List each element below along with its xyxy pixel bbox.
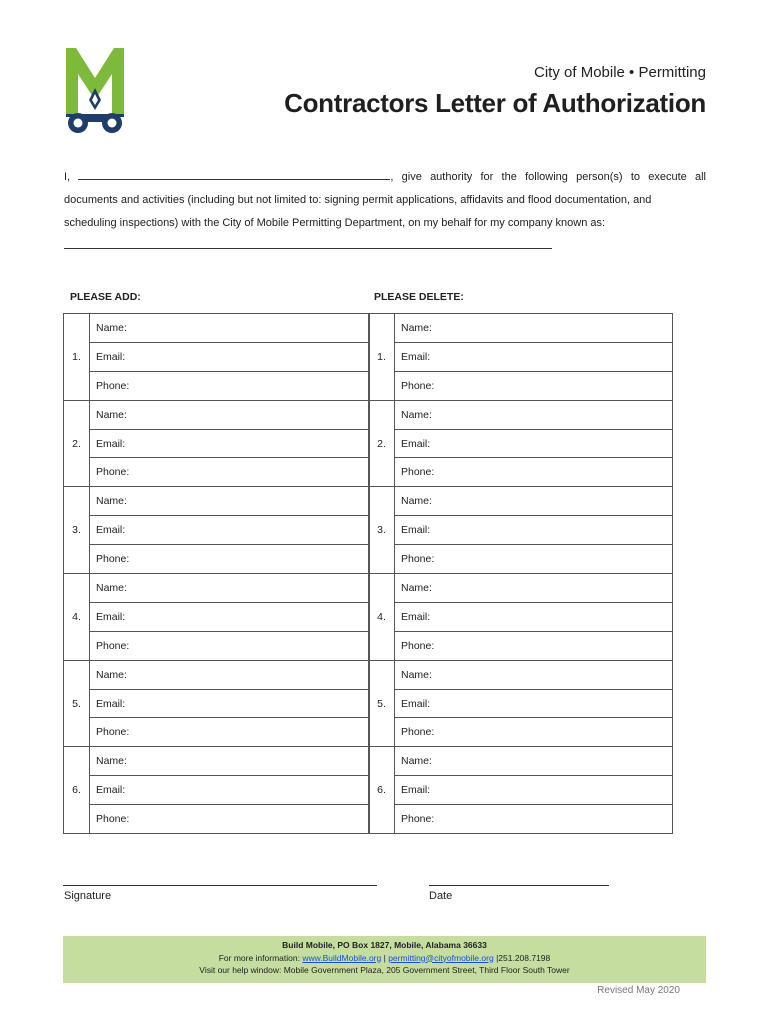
paragraph-line1-end: , give authority for the following person(s) to execute all	[390, 171, 706, 183]
please-add-heading: PLEASE ADD:	[70, 291, 141, 303]
delete-name-label: Name:	[401, 321, 432, 334]
add-row-2-phone	[64, 458, 370, 487]
delete-row-4-email	[369, 602, 673, 631]
add-row-6-email	[64, 776, 370, 805]
add-name-field[interactable]	[90, 314, 370, 343]
add-row-number: 2.	[64, 400, 90, 487]
delete-email-label: Email:	[401, 784, 431, 797]
add-email-label: Email:	[96, 697, 126, 710]
delete-row-2-email	[369, 429, 673, 458]
delete-row-number: 6.	[369, 747, 395, 834]
delete-row-number: 5.	[369, 660, 395, 747]
delete-phone-label: Phone:	[401, 726, 435, 739]
add-row-4-email	[64, 602, 370, 631]
add-email-label: Email:	[96, 437, 126, 450]
add-name-field[interactable]	[90, 747, 370, 776]
authorization-paragraph	[64, 166, 706, 255]
delete-email-field[interactable]	[395, 776, 673, 805]
city-of-mobile-logo	[62, 44, 128, 136]
delete-row-3-name	[369, 487, 673, 516]
delete-phone-field[interactable]	[395, 805, 673, 834]
add-row-number: 6.	[64, 747, 90, 834]
website-link[interactable]: www.BuildMobile.org	[302, 952, 382, 963]
add-row-number: 5.	[64, 660, 90, 747]
delete-row-4-phone	[369, 631, 673, 660]
paragraph-line-1	[64, 166, 706, 189]
delete-name-label: Name:	[401, 495, 432, 508]
revised-date: Revised May 2020	[597, 985, 680, 996]
add-phone-label: Phone:	[96, 813, 130, 826]
delete-phone-label: Phone:	[401, 553, 435, 566]
delete-email-field[interactable]	[395, 602, 673, 631]
add-row-1-phone	[64, 371, 370, 400]
delete-email-label: Email:	[401, 437, 431, 450]
signature-line[interactable]	[63, 885, 377, 886]
add-row-2-email	[64, 429, 370, 458]
add-phone-field[interactable]	[90, 458, 370, 487]
delete-persons-table	[368, 313, 673, 834]
add-name-label: Name:	[96, 408, 127, 421]
add-name-field[interactable]	[90, 660, 370, 689]
delete-name-field[interactable]	[395, 747, 673, 776]
delete-row-1-phone	[369, 371, 673, 400]
delete-name-field[interactable]	[395, 574, 673, 603]
footer-info-line	[63, 952, 706, 965]
please-delete-heading: PLEASE DELETE:	[374, 291, 464, 303]
add-email-field[interactable]	[90, 516, 370, 545]
add-row-5-email	[64, 689, 370, 718]
add-email-field[interactable]	[90, 429, 370, 458]
add-email-label: Email:	[96, 784, 126, 797]
delete-row-1-email	[369, 342, 673, 371]
delete-row-3-phone	[369, 545, 673, 574]
footer-phone: |251.208.7198	[496, 952, 551, 963]
delete-name-label: Name:	[401, 581, 432, 594]
add-row-4-name	[64, 574, 370, 603]
delete-row-number: 4.	[369, 574, 395, 661]
delete-row-5-email	[369, 689, 673, 718]
delete-row-number: 1.	[369, 314, 395, 401]
add-row-2-name	[64, 400, 370, 429]
delete-email-field[interactable]	[395, 689, 673, 718]
delete-email-field[interactable]	[395, 342, 673, 371]
add-row-5-name	[64, 660, 370, 689]
footer-address: Build Mobile, PO Box 1827, Mobile, Alabama 36633	[282, 940, 487, 950]
add-row-5-phone	[64, 718, 370, 747]
footer-separator: |	[383, 952, 386, 963]
add-email-field[interactable]	[90, 342, 370, 371]
paragraph-line-3: scheduling inspections) with the City of Mobile Permitting Department, on my behalf for my company known as:	[64, 217, 606, 229]
delete-row-3-email	[369, 516, 673, 545]
delete-row-5-name	[369, 660, 673, 689]
add-phone-label: Phone:	[96, 379, 130, 392]
delete-row-number: 3.	[369, 487, 395, 574]
add-row-number: 4.	[64, 574, 90, 661]
add-phone-field[interactable]	[90, 371, 370, 400]
delete-email-label: Email:	[401, 350, 431, 363]
date-label: Date	[429, 890, 453, 902]
add-row-6-name	[64, 747, 370, 776]
delete-name-field[interactable]	[395, 400, 673, 429]
add-phone-label: Phone:	[96, 466, 130, 479]
delete-phone-field[interactable]	[395, 371, 673, 400]
page-title: Contractors Letter of Authorization	[284, 88, 706, 118]
add-row-number: 1.	[64, 314, 90, 401]
delete-phone-label: Phone:	[401, 466, 435, 479]
delete-row-2-name	[369, 400, 673, 429]
delete-row-1-name	[369, 314, 673, 343]
add-row-3-name	[64, 487, 370, 516]
delete-phone-label: Phone:	[401, 639, 435, 652]
delete-email-label: Email:	[401, 697, 431, 710]
footer-help-window: Visit our help window: Mobile Government Plaza, 205 Government Street, Third Floor South Tower	[199, 965, 570, 975]
delete-email-label: Email:	[401, 524, 431, 537]
delete-row-4-name	[369, 574, 673, 603]
company-name-blank[interactable]	[64, 242, 552, 249]
delete-row-number: 2.	[369, 400, 395, 487]
add-phone-label: Phone:	[96, 726, 130, 739]
delete-name-field[interactable]	[395, 487, 673, 516]
add-name-label: Name:	[96, 495, 127, 508]
add-name-label: Name:	[96, 755, 127, 768]
add-email-label: Email:	[96, 610, 126, 623]
delete-row-6-email	[369, 776, 673, 805]
add-name-field[interactable]	[90, 574, 370, 603]
add-email-field[interactable]	[90, 776, 370, 805]
authorizer-name-blank[interactable]	[78, 167, 390, 180]
paragraph-start: I,	[64, 171, 71, 183]
delete-row-2-phone	[369, 458, 673, 487]
add-phone-field[interactable]	[90, 718, 370, 747]
add-email-label: Email:	[96, 350, 126, 363]
delete-phone-field[interactable]	[395, 458, 673, 487]
add-email-label: Email:	[96, 524, 126, 537]
email-link[interactable]: permitting@cityofmobile.org	[388, 952, 494, 963]
add-phone-label: Phone:	[96, 639, 130, 652]
add-email-field[interactable]	[90, 689, 370, 718]
delete-phone-field[interactable]	[395, 718, 673, 747]
delete-name-label: Name:	[401, 668, 432, 681]
date-line[interactable]	[429, 885, 609, 886]
delete-name-field[interactable]	[395, 660, 673, 689]
delete-email-field[interactable]	[395, 516, 673, 545]
signature-label: Signature	[64, 890, 112, 902]
add-row-3-email	[64, 516, 370, 545]
delete-name-label: Name:	[401, 755, 432, 768]
footer-info-prefix: For more information:	[218, 952, 300, 963]
add-persons-table	[63, 313, 370, 834]
add-name-field[interactable]	[90, 487, 370, 516]
add-name-field[interactable]	[90, 400, 370, 429]
delete-phone-field[interactable]	[395, 631, 673, 660]
add-name-label: Name:	[96, 581, 127, 594]
add-email-field[interactable]	[90, 602, 370, 631]
add-row-1-email	[64, 342, 370, 371]
delete-phone-label: Phone:	[401, 379, 435, 392]
add-phone-field[interactable]	[90, 805, 370, 834]
add-row-1-name	[64, 314, 370, 343]
delete-row-6-phone	[369, 805, 673, 834]
add-name-label: Name:	[96, 668, 127, 681]
add-row-3-phone	[64, 545, 370, 574]
delete-phone-label: Phone:	[401, 813, 435, 826]
add-name-label: Name:	[96, 321, 127, 334]
add-phone-field[interactable]	[90, 545, 370, 574]
org-line: City of Mobile • Permitting	[534, 64, 706, 81]
delete-phone-field[interactable]	[395, 545, 673, 574]
delete-row-5-phone	[369, 718, 673, 747]
add-phone-field[interactable]	[90, 631, 370, 660]
delete-row-6-name	[369, 747, 673, 776]
delete-name-field[interactable]	[395, 314, 673, 343]
delete-email-label: Email:	[401, 610, 431, 623]
add-row-6-phone	[64, 805, 370, 834]
add-phone-label: Phone:	[96, 553, 130, 566]
paragraph-line-2: documents and activities (including but not limited to: signing permit applications, affidavits and flood documentation, and	[64, 194, 652, 206]
add-row-4-phone	[64, 631, 370, 660]
delete-email-field[interactable]	[395, 429, 673, 458]
add-row-number: 3.	[64, 487, 90, 574]
delete-name-label: Name:	[401, 408, 432, 421]
footer-contact-box	[63, 936, 706, 983]
